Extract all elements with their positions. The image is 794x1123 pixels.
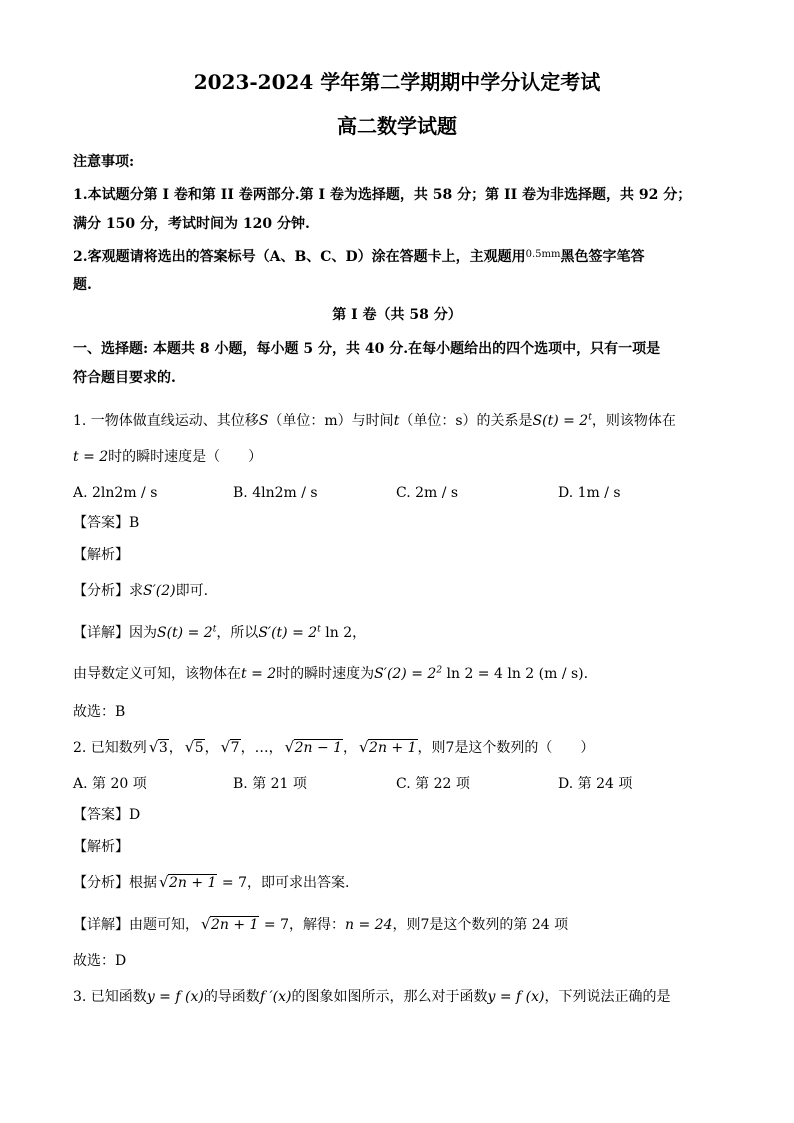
q1-derive-m2-tail: ln 2 = 4 ln 2 (m / s) [442,666,584,682]
exam-title: 2023-2024 学年第二学期期中学分认定考试 [193,70,601,94]
q1-xiangjie-m2-base: S′(t) = 2 [258,625,318,641]
q2-ellipsis: ，…， [240,740,283,756]
q2-xiangjie-rad: 2n + 1 [211,917,259,933]
q1-derive-m2-base: S′(2) = 2 [374,666,437,682]
q2-stem-a: 2. 已知数列 [73,740,147,756]
q1-stem-d: ，则该物体在 [591,413,676,429]
notice-item2-part1: 2.客观题请将选出的答案标号（A、B、C、D）涂在答题卡上，主观题用 [73,249,526,265]
q2-seven: 7 [445,740,455,756]
q2-xiangjie-sqrt [201,916,259,934]
q2-xiangjie-a: 【详解】由题可知， [73,917,199,933]
q1-fenxi-a: 【分析】求 [73,583,143,599]
notice-item2-line2: 题. [73,277,92,293]
q1-stem-b: （单位：m）与时间 [268,413,394,429]
q2-rad-5: 5 [194,740,204,756]
q1-line2-text: 时的瞬时速度是（ ） [108,449,263,465]
q2-xiangjie [73,916,568,934]
q1-xiangjie-a: 【详解】因为 [73,625,157,641]
q1-analysis-label: 【解析】 [73,547,129,563]
q1-derive-m2 [374,666,583,682]
notice-item1-line1: 1.本试题分第 I 卷和第 II 卷两部分.第 I 卷为选择题，共 58 分；第 II 卷为非选择题，共 92 分； [73,187,692,203]
q3-math-3: y = f (x) [487,989,545,1005]
exam-subtitle: 高二数学试题 [337,114,457,138]
section1-heading: 第 I 卷（共 58 分） [332,307,462,323]
q2-fenxi-sqrt [159,874,217,892]
q1-derive-m2-exp: 2 [436,665,443,676]
q3-stem-d: ，下列说法正确的是 [544,989,671,1005]
q1-fenxi-b: 即可. [175,583,209,599]
q2-xiangjie-c: ，则 [392,917,421,933]
q2-fenxi-b: ，即可求出答案. [247,875,350,891]
q2-fenxi [73,874,349,892]
q1-stem-line1 [73,412,676,430]
q2-xiangjie-eq: = 7 [259,917,290,933]
q2-xiangjie-n: n = 24 [345,917,393,933]
q2-rad-7: 7 [230,740,240,756]
q1-stem-a: 1. 一物体做直线运动、其位移 [73,413,259,429]
q2-sep-3: ， [343,740,358,756]
q2-stem-b: ，则 [417,740,446,756]
notice-item1-line2: 满分 150 分，考试时间为 120 分钟. [73,216,310,232]
q2-fenxi-rad: 2n + 1 [169,875,217,891]
q1-answer: 【答案】B [73,515,140,531]
q1-line2-math: t = 2 [73,449,109,465]
q2-sep-2: ， [204,740,219,756]
q2-sqrt-3 [149,739,169,757]
q2-sqrt-5 [185,739,205,757]
q2-option-d: D. 第 24 项 [558,776,633,792]
q2-sqrt-2n-plus-1 [359,739,417,757]
q1-xiangjie [73,624,366,642]
q1-option-a: A. 2ln2m / s [73,485,158,501]
q2-option-c: C. 第 22 项 [396,776,470,792]
q1-formula-exp: t [588,412,592,423]
q1-stem-c: （单位：s）的关系是 [399,413,533,429]
q2-sqrt-7 [221,739,241,757]
q1-xiangjie-b: ，所以 [216,625,259,641]
q2-answer: 【答案】D [73,807,141,823]
q1-xiangjie-c: ， [352,625,367,641]
q1-derivation [73,665,588,683]
q1-xiangjie-m2-exp: t [317,624,321,635]
q1-derive-a: 由导数定义可知，该物体在 [73,666,241,682]
q1-stem-line2 [73,448,262,466]
q2-stem-c: 是这个数列的（ ） [454,740,595,756]
q3-stem-a: 3. 已知函数 [73,989,147,1005]
q2-rad-2n-minus-1: 2n − 1 [294,740,343,756]
q2-fenxi-a: 【分析】根据 [73,875,157,891]
q2-option-a: A. 第 20 项 [73,776,147,792]
q2-sqrt-2n-minus-1 [285,739,343,757]
q1-formula [533,413,592,429]
q3-math-2: f ′(x) [259,989,292,1005]
part1-line1: 一、选择题: 本题共 8 小题，每小题 5 分，共 40 分.在每小题给出的四个选项中，只有一项是 [73,341,661,357]
q1-xiangjie-m1-exp: t [212,624,217,635]
q3-stem-c: 的图象如图所示，那么对于函数 [291,989,488,1005]
q1-fenxi [73,582,208,600]
q2-rad-3: 3 [158,740,168,756]
q2-analysis-label: 【解析】 [73,839,129,855]
q3-stem-b: 的导函数 [203,989,260,1005]
part1-line2: 符合题目要求的. [73,370,176,386]
q1-symbol-s: S [258,413,269,429]
q1-symbol-t: t [393,413,400,429]
q1-xiangjie-m1-base: S(t) = 2 [157,625,213,641]
q1-derive-m1: t = 2 [241,666,277,682]
notice-item2-part2: 黑色签字笔答 [560,249,645,265]
q1-xiangjie-m2-tail: ln 2 [320,625,353,641]
q2-conclusion: 故选：D [73,953,127,969]
q1-derive-c: . [583,666,589,682]
q2-xiangjie-b: ，解得： [289,917,346,933]
q2-xiangjie-seven: 7 [420,917,430,933]
q2-rad-2n-plus-1: 2n + 1 [369,740,417,756]
q1-xiangjie-m1 [157,625,216,641]
notice-item2-line1 [73,246,644,266]
notice-item2-unit: 0.5mm [525,249,561,260]
q1-formula-base: S(t) = 2 [532,413,589,429]
q1-xiangjie-m2 [258,625,352,641]
q1-derive-b: 时的瞬时速度为 [276,666,375,682]
notice-heading: 注意事项: [73,154,135,170]
q2-xiangjie-d: 是这个数列的第 24 项 [429,917,569,933]
q1-option-c: C. 2m / s [396,485,459,501]
q3-math-1: y = f (x) [146,989,204,1005]
q3-stem [73,988,670,1006]
q1-option-d: D. 1m / s [558,485,621,501]
q2-stem [73,739,594,757]
q1-conclusion: 故选：B [73,704,126,720]
q2-sep-1: ， [168,740,183,756]
q1-fenxi-math: S′(2) [143,583,176,599]
q2-fenxi-eq: = 7 [217,875,248,891]
q2-option-b: B. 第 21 项 [233,776,307,792]
q1-option-b: B. 4ln2m / s [233,485,318,501]
